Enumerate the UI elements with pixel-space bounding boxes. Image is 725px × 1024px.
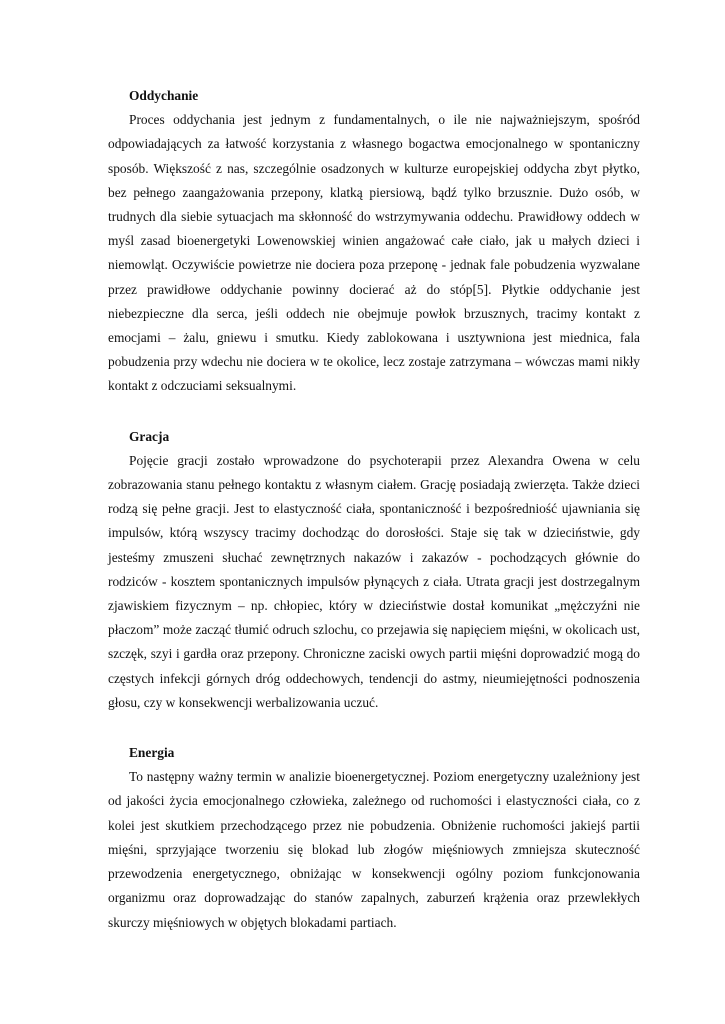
section-oddychanie: [108, 84, 640, 399]
section-paragraph: Proces oddychania jest jednym z fundamentalnych, o ile nie najważniejszym, spośród odpowiadających za łatwość korzystania z własnego bogactwa emocjonalnego w spontaniczny sposób. Większość z nas, szczególnie osadzonych w kulturze europejskiej oddycha zbyt płytko, bez pełnego zaangażowania przepony, klatką piersiową, bądź tylko brzusznie. Dużo osób, w trudnych dla siebie sytuacjach ma skłonność do wstrzymywania oddechu. Prawidłowy oddech w myśl zasad bioenergetyki Lowenowskiej winien angażować całe ciało, jak u małych dzieci i niemowląt. Oczywiście powietrze nie dociera poza przeponę - jednak fale pobudzenia wyzwalane przez prawidłowe oddychanie powinny docierać aż do stóp[5]. Płytkie oddychanie jest niebezpieczne dla serca, jeśli oddech nie obejmuje powłok brzusznych, tracimy kontakt z emocjami – żalu, gniewu i smutku. Kiedy zablokowana i usztywniona jest miednica, fala pobudzenia przy wdechu nie dociera w te okolice, lecz zostaje zatrzymana – wówczas mami nikły kontakt z odczuciami seksualnymi.: [108, 112, 640, 394]
section-gracja: [108, 425, 640, 715]
document-page: [108, 84, 640, 961]
section-heading: Energia: [129, 745, 175, 761]
section-heading: Gracja: [129, 428, 170, 444]
section-paragraph: Pojęcie gracji zostało wprowadzone do psychoterapii przez Alexandra Owena w celu zobrazowania stanu pełnego kontaktu z własnym ciałem. Grację posiadają zwierzęta. Także dzieci rodzą się pełne gracji. Jest to elastyczność ciała, spontaniczność i bezpośredniość ujawniania się impulsów, którą wszyscy tracimy dochodząc do dorosłości. Staje się tak w dzieciństwie, gdy jesteśmy zmuszeni słuchać zewnętrznych nakazów i zakazów - pochodzących głównie do rodziców - kosztem spontanicznych impulsów płynących z ciała. Utrata gracji jest dostrzegalnym zjawiskiem fizycznym – np. chłopiec, który w dzieciństwie dostał komunikat „mężczyźni nie płaczom” może zacząć tłumić odruch szlochu, co przejawia się napięciem mięśni, w okolicach ust, szczęk, szyi i gardła oraz przepony. Chroniczne zaciski owych partii mięśni doprowadzić mogą do częstych infekcji górnych dróg oddechowych, tendencji do astmy, nieumiejętności podnoszenia głosu, czy w konsekwencji werbalizowania uczuć.: [108, 452, 640, 710]
section-heading: Oddychanie: [129, 88, 199, 103]
section-energia: [108, 741, 640, 935]
section-paragraph: To następny ważny termin w analizie bioenergetycznej. Poziom energetyczny uzależniony jest od jakości życia emocjonalnego człowieka, zależnego od ruchomości i elastyczności ciała, co z kolei jest skutkiem przechodzącego przez nie pobudzenia. Obniżenie ruchomości jakiejś partii mięśni, sprzyjające tworzeniu się blokad lub złogów mięśniowych zmniejsza skuteczność przewodzenia energetycznego, obniżając w konsekwencji ogólny poziom funkcjonowania organizmu oraz doprowadzając do stanów zapalnych, zaburzeń krążenia oraz przewlekłych skurczy mięśniowych w objętych blokadami partiach.: [108, 769, 640, 930]
